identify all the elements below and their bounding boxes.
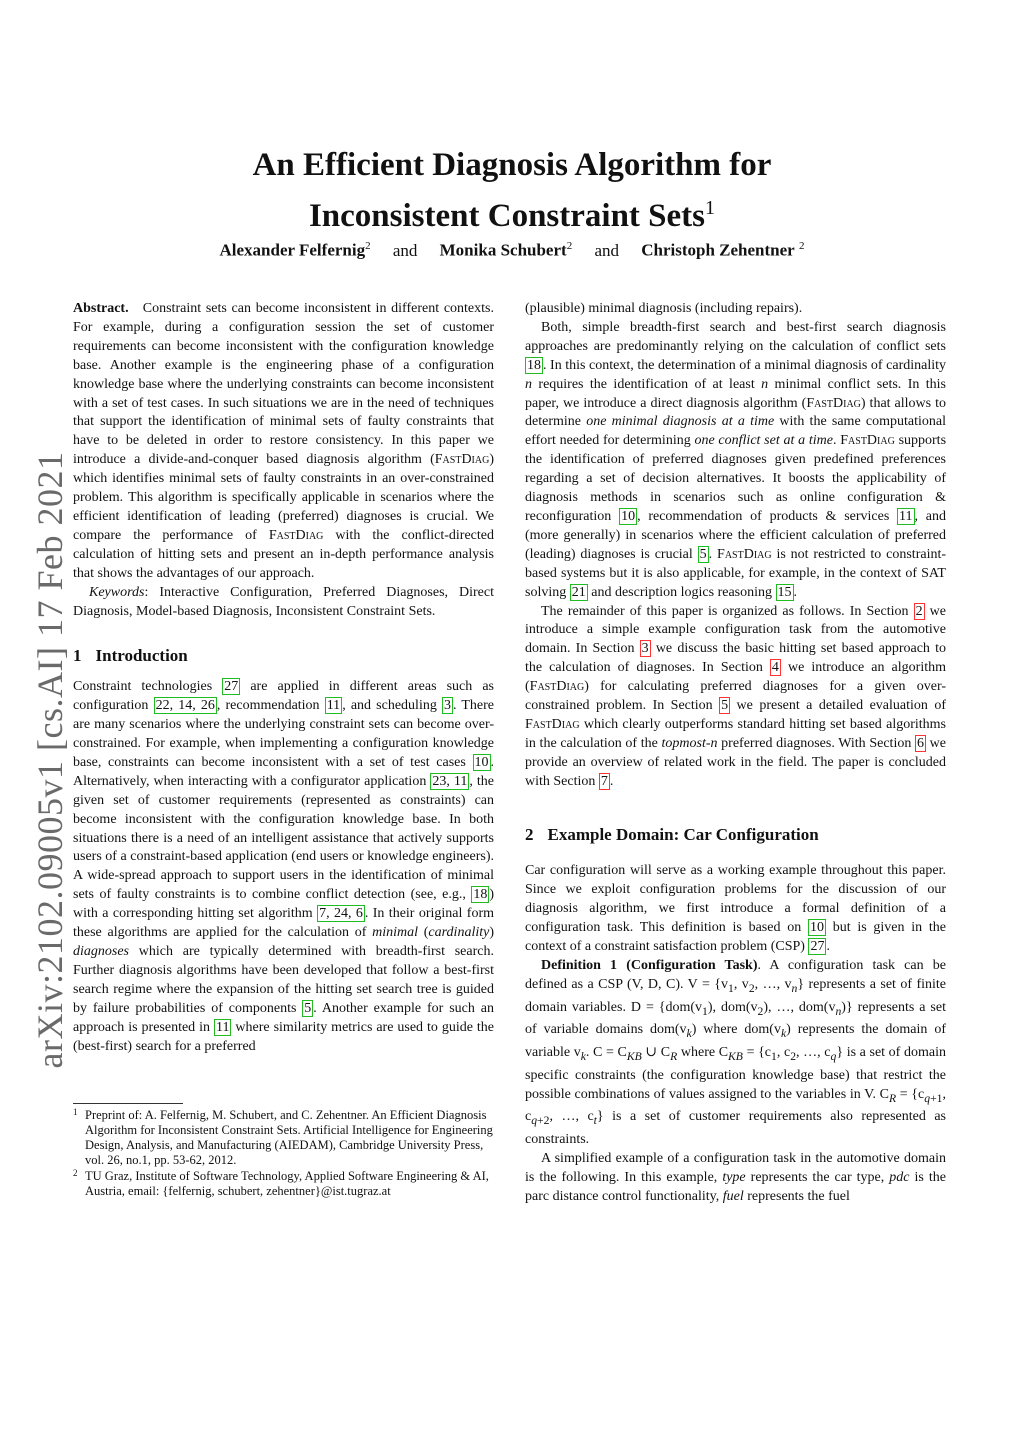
- keywords-label: Keywords: [89, 584, 145, 600]
- section-link[interactable]: 6: [917, 735, 924, 751]
- author-mark: 2: [798, 240, 805, 252]
- author-separator: and: [392, 240, 418, 260]
- citation-link[interactable]: 11: [899, 508, 913, 524]
- author-name: Monika Schubert: [439, 240, 567, 260]
- abstract: Abstract. Constraint sets can become inconsistent in different contexts. For example, during a configuration session the set of customer requirements can become inconsistent with the configuration knowledge base. Another example is the engineering phase of a configuration knowledge base where the underlying constraints can become inconsistent with a set of test cases. In such situations we are in the need of techniques that support the identification of minimal sets of faulty constraints that have to be deleted in order to restore consistency. In this paper we introduce a divide-and-conquer based diagnosis algorithm (FastDiag) which identifies minimal sets of faulty constraints in an over-constrained problem. This algorithm is specifically applicable in scenarios where the efficient identification of leading (preferred) diagnoses is crucial. We compare the performance of FastDiag with the conflict-directed calculation of hitting sets and present an in-depth performance analysis that shows the advantages of our approach.: [73, 301, 494, 581]
- author-mark: 2: [566, 240, 573, 252]
- title-line-2: Inconsistent Constraint Sets: [308, 198, 706, 234]
- section-link[interactable]: 3: [641, 641, 649, 657]
- section-number: 2: [525, 824, 534, 844]
- author-name: Alexander Felfernig: [219, 240, 366, 260]
- author-mark: 2: [365, 240, 371, 252]
- body-paragraph: A simplified example of a configuration task in the automotive domain is the following. In this example, type represents the car type, pdc is the parc distance control functionality, fuel represents the fuel: [525, 1150, 946, 1204]
- keywords: Keywords: Interactive Configuration, Preferred Diagnoses, Direct Diagnosis, Model-based Diagnosis, Inconsistent Constraint Sets.: [73, 584, 494, 619]
- citation-link[interactable]: 7, 24, 6: [319, 906, 363, 922]
- keywords-text: Interactive Configuration, Preferred Diagnoses, Direct Diagnosis, Model-based Diagnosis, Inconsistent Constraint Sets.: [73, 584, 494, 619]
- section-link[interactable]: 5: [721, 698, 729, 714]
- footnote-text: Preprint of: A. Felfernig, M. Schubert, and C. Zehentner. An Efficient Diagnosis Algorithm for Inconsistent Constraint Sets. Artificial Intelligence for Engineering Design, Analysis, and Manufacturing (AIEDAM), Cambridge University Press, vol. 26, no.1, pp. 53-62, 2012.: [85, 1108, 493, 1167]
- citation-link[interactable]: 27: [810, 939, 825, 955]
- introduction-paragraph: Constraint technologies 27 are applied in different areas such as configuration 22, 14, 26 , recommendation 11 , and scheduling 3 . There are many scenarios where the underlying constraint sets can become over-constrained. For example, when implementing a configuration knowledge base, constraints can become inconsistent with a set of test cases 10 . Alternatively, when interacting with a configurator application 23, 11 , the given set of customer requirements (represented as constraints) can become inconsistent with the configuration knowledge base. In both situations there is a need of an intelligent assistance that actively supports users of a constraint-based application (end users or knowledge engineers). A wide-spread approach to support users in the identification of minimal sets of faulty constraints is to combine conflict detection (see, e.g., 18 ) with a corresponding hitting set algorithm 7, 24, 6 . In their original form these algorithms are applied for the calculation of minimal (cardinality) diagnoses which are typically determined with breadth-first search. Further diagnosis algorithms have been developed that follow a best-first search regime where the expansion of the hitting set search tree is guided by failure probabilities of components 5 . Another example for such an approach is presented in 11 where similarity metrics are used to guide the (best-first) search for a preferred: [73, 679, 495, 1054]
- citation-link[interactable]: 10: [809, 920, 824, 936]
- citation-link[interactable]: 23, 11: [432, 773, 468, 789]
- abstract-label: Abstract.: [73, 301, 129, 316]
- footnote: [73, 1108, 494, 1168]
- section-title: Example Domain: Car Configuration: [547, 824, 819, 844]
- paper-title: [112, 144, 912, 238]
- footnote-rule: [73, 1103, 183, 1104]
- footnotes: [73, 1103, 494, 1200]
- section-title: Introduction: [95, 646, 188, 666]
- section-link[interactable]: 4: [771, 660, 779, 676]
- citation-link[interactable]: 21: [571, 584, 586, 600]
- definition-label: Definition 1 (Configuration Task): [541, 958, 758, 973]
- author-separator: and: [594, 240, 619, 260]
- title-footnote-mark: 1: [705, 197, 716, 219]
- footnote-text: TU Graz, Institute of Software Technology, Applied Software Engineering & AI, Austria, email: {felfernig, schubert, zehentner}@ist.tugraz.at: [85, 1169, 489, 1198]
- author-name: Christoph Zehentner: [641, 240, 795, 260]
- definition-paragraph: Definition 1 (Configuration Task). A configuration task can be defined as a CSP (V, D, C). $V = \{v_1$, $v_2$, …, $v_n$} represents a set of finite domain variables. $D = \{dom(v_1)$, $dom(v_2)$, …, $dom(v_n)$} represents a set of variable domains $dom(v_k)$ where $dom(v_k)$ represents the domain of variable $v_k$. $C = C_{KB}$ ∪ $C_R$ where $C_{KB} = \{c_1$, $c_2$, …, $c_q$} is a set of domain specific constraints (the configuration knowledge base) that restrict the possible combinations of values assigned to the variables in V. $C_R = \{c_{q+1}$, $c_{q+2}$, …, $c_t$} is a set of customer requirements also represented as constraints.: [525, 958, 947, 1148]
- citation-link[interactable]: 3: [443, 698, 451, 714]
- body-paragraph: Both, simple breadth-first search and best-first search diagnosis approaches are predominantly relying on the calculation of conflict sets 18 . In this context, the determination of a minimal diagnosis of cardinality n requires the identification of at least n minimal conflict sets. In this paper, we introduce a direct diagnosis algorithm (FastDiag) that allows to determine one minimal diagnosis at a time with the same computational effort needed for determining one conflict set at a time. FastDiag supports the identification of preferred diagnoses given predefined preferences regarding a set of decision alternatives. It boosts the applicability of diagnosis methods in scenarios such as online configuration & reconfiguration 10 , recommendation of products & services 11 , and (more generally) in scenarios where the efficient calculation of preferred (leading) diagnoses is crucial 5 . FastDiag is not restricted to constraint-based systems but it is also applicable, for example, in the context of SAT solving 21 and description logics reasoning 15 .: [525, 319, 947, 600]
- body-paragraph: (plausible) minimal diagnosis (including repairs).: [525, 301, 803, 316]
- body-paragraph: The remainder of this paper is organized as follows. In Section 2 we introduce a simple example configuration task from the automotive domain. In Section 3 we discuss the basic hitting set based approach to the calculation of diagnoses. In Section 4 we introduce an algorithm (FastDiag) for calculating preferred diagnoses for a given over-constrained problem. In Section 5 we present a detailed evaluation of FastDiag which clearly outperforms standard hitting set based algorithms in the calculation of the topmost-n preferred diagnoses. With Section 6 we provide an overview of related work in the field. The paper is concluded with Section 7 .: [525, 603, 947, 789]
- citation-link[interactable]: 5: [699, 546, 707, 562]
- body-paragraph: Car configuration will serve as a working example throughout this paper. Since we exploit configuration problems for the discussion of our diagnosis algorithm, we first introduce a formal definition of a configuration task. This definition is based on 10 but is given in the context of a constraint satisfaction problem (CSP) 27 .: [525, 863, 946, 955]
- citation-link[interactable]: 10: [474, 754, 489, 770]
- footnote: [73, 1169, 494, 1199]
- right-column: [525, 300, 946, 1207]
- footnote-mark: 2: [73, 1168, 78, 1178]
- section-link[interactable]: 7: [600, 773, 608, 789]
- citation-link[interactable]: 27: [224, 679, 239, 695]
- section-number: 1: [73, 646, 82, 666]
- citation-link[interactable]: 18: [473, 887, 488, 903]
- author-list: [112, 240, 912, 261]
- left-column: [73, 300, 494, 1056]
- citation-link[interactable]: 5: [304, 1000, 312, 1016]
- citation-link[interactable]: 11: [215, 1019, 230, 1035]
- arxiv-identifier-text: arXiv:2102.09005v1 [cs.AI] 17 Feb 2021: [30, 451, 70, 1069]
- section-link[interactable]: 2: [915, 603, 923, 619]
- title-line-1: An Efficient Diagnosis Algorithm for: [252, 147, 772, 183]
- section-heading: [73, 647, 494, 666]
- section-heading: [525, 826, 946, 845]
- citation-link[interactable]: 10: [621, 508, 636, 524]
- citation-link[interactable]: 22, 14, 26: [155, 698, 215, 714]
- arxiv-identifier: [30, 451, 70, 1069]
- citation-link[interactable]: 11: [326, 698, 341, 714]
- citation-link[interactable]: 18: [527, 357, 541, 373]
- footnote-mark: 1: [73, 1107, 78, 1117]
- citation-link[interactable]: 15: [777, 584, 792, 600]
